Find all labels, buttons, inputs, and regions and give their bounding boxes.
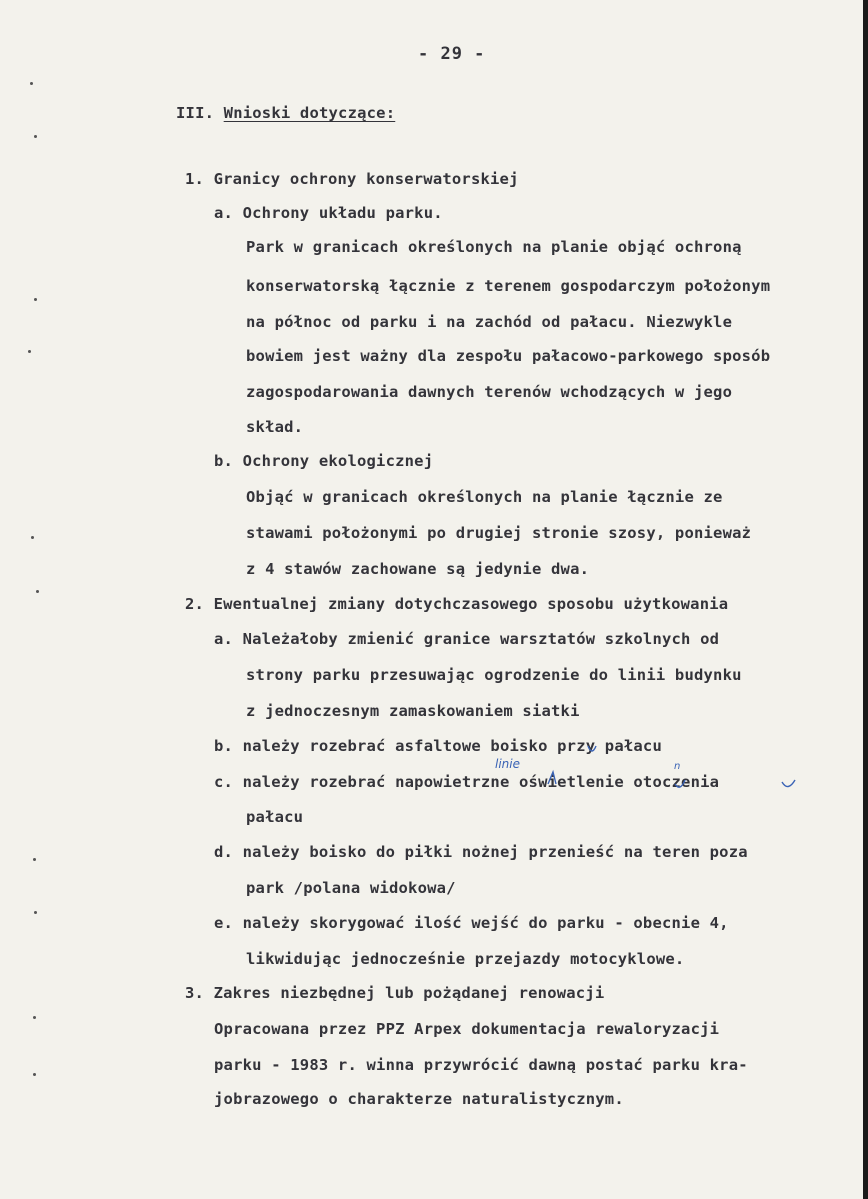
handwritten-insertion: linie (495, 757, 520, 771)
text-line: konserwatorską łącznie z terenem gospodarczym położonym (246, 277, 771, 295)
text-line: zagospodarowania dawnych terenów wchodzących w jego (246, 383, 733, 401)
text-line: a. Ochrony układu parku. (214, 204, 443, 222)
text-line: 2. Ewentualnej zmiany dotychczasowego sposobu użytkowania (185, 595, 729, 613)
margin-mark (34, 135, 37, 138)
text-line: pałacu (246, 808, 304, 826)
page-number: - 29 - (418, 44, 486, 64)
text-line: z 4 stawów zachowane są jedynie dwa. (246, 560, 590, 578)
text-line: e. należy skorygować ilość wejść do parku - obecnie 4, (214, 914, 729, 932)
margin-mark (31, 536, 34, 539)
text-line: likwidując jednocześnie przejazdy motocyklowe. (246, 950, 685, 968)
margin-mark (33, 858, 36, 861)
margin-mark (36, 590, 39, 593)
text-line: stawami położonymi po drugiej stronie szosy, ponieważ (246, 524, 752, 542)
margin-mark (34, 911, 37, 914)
text-line: 3. Zakres niezbędnej lub pożądanej renowacji (185, 984, 605, 1002)
insertion-caret (548, 772, 556, 784)
text-line: parku - 1983 r. winna przywrócić dawną postać parku kra- (214, 1056, 748, 1074)
text-line: bowiem jest ważny dla zespołu pałacowo-parkowego sposób (246, 347, 771, 365)
margin-mark (30, 82, 33, 85)
text-line: d. należy boisko do piłki nożnej przenieść na teren poza (214, 843, 748, 861)
section-number: III. (176, 104, 224, 122)
insertion-caret (675, 780, 685, 787)
text-line: a. Należałoby zmienić granice warsztatów szkolnych od (214, 630, 720, 648)
text-line: b. należy rozebrać asfaltowe boisko przy pałacu (214, 737, 662, 755)
margin-mark (33, 1016, 36, 1019)
text-line: b. Ochrony ekologicznej (214, 452, 434, 470)
text-line: park /polana widokowa/ (246, 879, 456, 897)
handwritten-insertion: n (674, 761, 681, 772)
text-line: 1. Granicy ochrony konserwatorskiej (185, 170, 519, 188)
margin-mark (28, 350, 31, 353)
text-line: skład. (246, 418, 304, 436)
insertion-caret (782, 780, 795, 787)
margin-mark (33, 1073, 36, 1076)
margin-mark (34, 298, 37, 301)
text-line: Opracowana przez PPZ Arpex dokumentacja rewaloryzacji (214, 1020, 720, 1038)
text-line: na północ od parku i na zachód od pałacu. Niezwykle (246, 313, 733, 331)
text-line: Park w granicach określonych na planie objąć ochroną (246, 238, 742, 256)
text-line: strony parku przesuwając ogrodzenie do linii budynku (246, 666, 742, 684)
section-title: Wnioski dotyczące: (223, 104, 396, 122)
text-line: Objąć w granicach określonych na planie łącznie ze (246, 488, 723, 506)
insertion-caret (588, 746, 596, 751)
text-line: jobrazowego o charakterze naturalistycznym. (214, 1090, 624, 1108)
text-line: z jednoczesnym zamaskowaniem siatki (246, 702, 580, 720)
text-line: c. należy rozebrać napowietrzne oświetlenie otoczenia (214, 773, 720, 791)
